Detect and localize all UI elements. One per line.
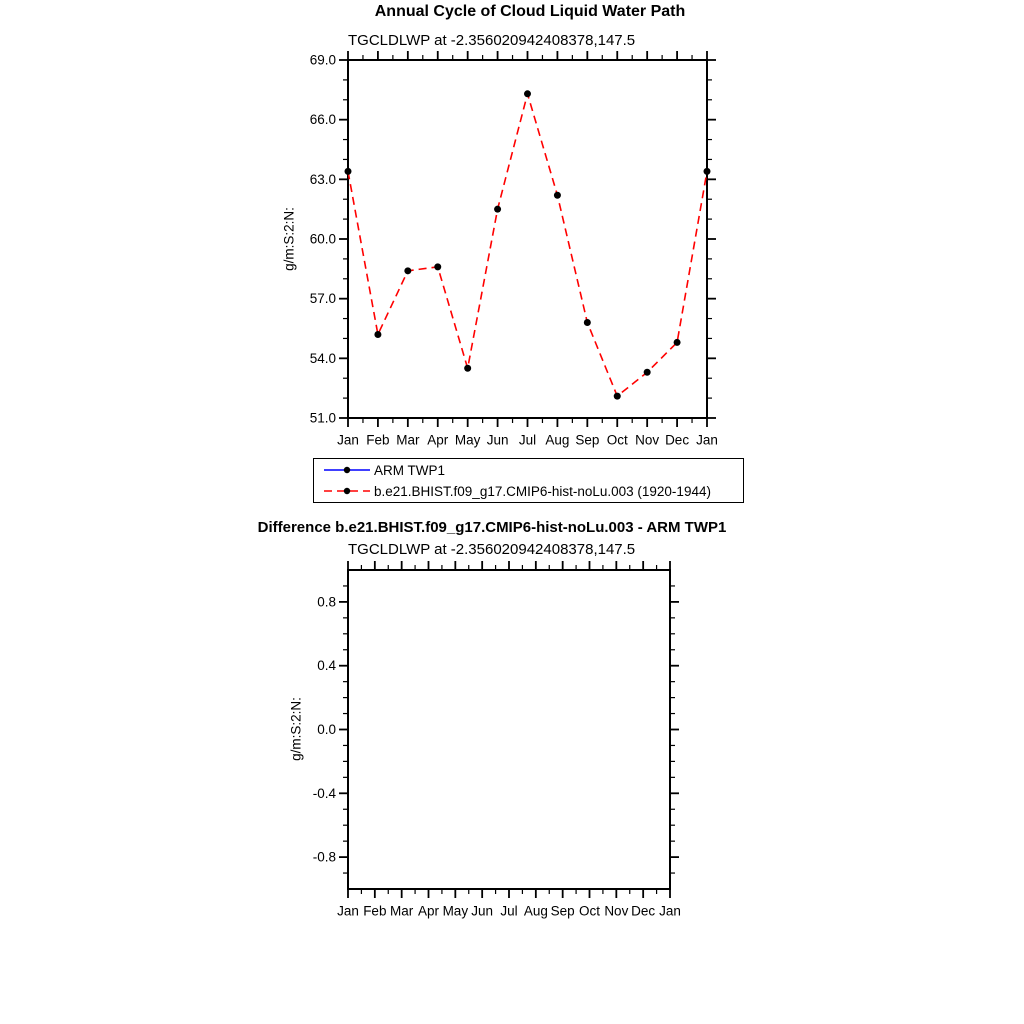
- x-tick-label: Jul: [500, 903, 518, 919]
- data-point-marker: [434, 263, 441, 270]
- y-tick-label: 57.0: [309, 291, 336, 307]
- y-tick-label: 0.8: [317, 594, 336, 610]
- x-tick-label: Feb: [366, 432, 390, 448]
- x-tick-label: Aug: [545, 432, 570, 448]
- legend-marker-dot: [344, 467, 350, 473]
- x-tick-label: Sep: [550, 903, 575, 919]
- y-tick-label: 0.4: [317, 658, 336, 674]
- chart2-subtitle: TGCLDLWP at -2.356020942408378,147.5: [348, 541, 636, 558]
- x-tick-label: Nov: [635, 432, 660, 448]
- x-tick-label: Apr: [427, 432, 449, 448]
- x-tick-label: Mar: [390, 903, 414, 919]
- legend-entry-model: [314, 481, 743, 502]
- chart1-title: Annual Cycle of Cloud Liquid Water Path: [374, 3, 686, 20]
- chart1-y-axis-title: g/m:S:2:N:: [281, 207, 297, 271]
- chart1-subtitle: TGCLDLWP at -2.356020942408378,147.5: [348, 32, 636, 49]
- legend-line-sample-solid: [318, 463, 372, 477]
- y-tick-label: -0.4: [312, 785, 336, 801]
- chart2-title: Difference b.e21.BHIST.f09_g17.CMIP6-hist-noLu.003 - ARM TWP1: [257, 519, 727, 536]
- legend: [313, 458, 744, 503]
- x-tick-label: May: [442, 903, 469, 919]
- data-point-marker: [704, 168, 711, 175]
- y-tick-label: 63.0: [309, 171, 336, 187]
- legend-label-model: b.e21.BHIST.f09_g17.CMIP6-hist-noLu.003 (1920-1944): [374, 483, 711, 499]
- x-tick-label: Dec: [631, 903, 656, 919]
- x-tick-label: Jan: [337, 903, 359, 919]
- plot-frame: [348, 60, 707, 418]
- data-point-marker: [404, 267, 411, 274]
- y-tick-label: -0.8: [312, 849, 336, 865]
- y-tick-label: 0.0: [317, 722, 336, 737]
- chart2-y-axis-title: g/m:S:2:N:: [288, 697, 304, 761]
- x-tick-label: Jul: [518, 432, 537, 448]
- x-tick-label: Aug: [523, 903, 548, 919]
- legend-entry-arm-twp1: [314, 460, 743, 481]
- data-point-marker: [554, 192, 561, 199]
- data-point-marker: [674, 339, 681, 346]
- chart-2: [313, 561, 681, 919]
- data-point-marker: [644, 369, 651, 376]
- x-tick-label: Oct: [606, 432, 628, 448]
- legend-marker-dot: [344, 488, 350, 494]
- y-tick-label: 51.0: [309, 410, 336, 426]
- x-tick-label: May: [454, 432, 481, 448]
- data-point-marker: [374, 331, 381, 338]
- x-tick-label: Oct: [578, 903, 601, 919]
- legend-line-sample-dashed: [318, 484, 372, 498]
- y-tick-label: 60.0: [309, 231, 336, 247]
- y-tick-label: 66.0: [309, 112, 336, 128]
- x-tick-label: Sep: [575, 432, 600, 448]
- plot-frame: [348, 570, 670, 889]
- x-tick-label: Mar: [396, 432, 420, 448]
- data-point-marker: [464, 365, 471, 372]
- x-tick-label: Jan: [696, 432, 718, 448]
- chart-1: [310, 51, 718, 448]
- data-point-marker: [614, 393, 621, 400]
- data-point-marker: [584, 319, 591, 326]
- series-line-dashed: [348, 94, 707, 396]
- data-point-marker: [345, 168, 352, 175]
- data-point-marker: [494, 206, 501, 213]
- x-tick-label: Apr: [417, 903, 440, 919]
- y-tick-label: 54.0: [309, 350, 336, 366]
- x-tick-label: Feb: [363, 903, 387, 919]
- x-tick-label: Nov: [604, 903, 629, 919]
- x-tick-label: Jan: [337, 432, 359, 448]
- x-tick-label: Jun: [486, 432, 509, 448]
- x-tick-label: Jun: [471, 903, 494, 919]
- x-tick-label: Jan: [659, 903, 681, 919]
- y-tick-label: 69.0: [309, 52, 336, 68]
- x-tick-label: Dec: [665, 432, 690, 448]
- data-point-marker: [524, 90, 531, 97]
- legend-label-arm-twp1: ARM TWP1: [374, 462, 446, 478]
